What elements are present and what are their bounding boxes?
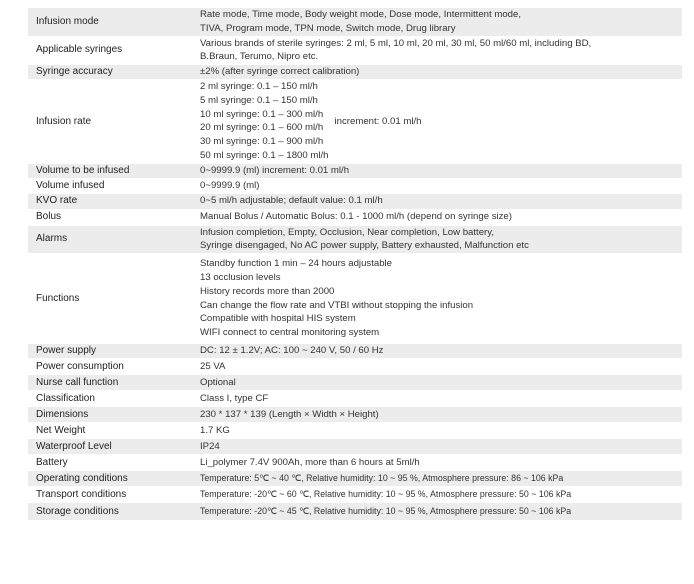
spec-row: [28, 36, 682, 65]
rate-increment: increment: 0.01 ml/h: [334, 115, 422, 127]
spec-label: Applicable syringes: [28, 36, 190, 65]
spec-value: [190, 486, 682, 502]
spec-value: [190, 178, 682, 193]
spec-value: [190, 422, 682, 438]
spec-value: [190, 8, 682, 36]
spec-value: [190, 358, 682, 374]
spec-value: [190, 406, 682, 422]
spec-row: [28, 390, 682, 406]
spec-label: Infusion mode: [28, 8, 190, 36]
spec-label: Infusion rate: [28, 79, 190, 163]
spec-value: [190, 36, 682, 65]
rate-lines: [200, 80, 329, 163]
spec-label: Dimensions: [28, 406, 190, 422]
spec-label: Storage conditions: [28, 502, 190, 520]
spec-label: Functions: [28, 254, 190, 344]
spec-value: [190, 374, 682, 390]
spec-value-line: ±2% (after syringe correct calibration): [200, 66, 360, 78]
spec-label: Transport conditions: [28, 486, 190, 502]
spec-value-line: 50 ml syringe: 0.1 – 1800 ml/h: [200, 150, 329, 162]
spec-value-line: Various brands of sterile syringes: 2 ml, 5 ml, 10 ml, 20 ml, 30 ml, 50 ml/60 ml, including BD,: [200, 37, 592, 49]
spec-row: [28, 193, 682, 209]
spec-value-line: 20 ml syringe: 0.1 – 600 ml/h: [200, 122, 324, 134]
spec-value-line: Syringe disengaged, No AC power supply, Battery exhausted, Malfunction etc: [200, 240, 529, 252]
spec-label: Volume infused: [28, 178, 190, 193]
spec-row: [28, 209, 682, 225]
spec-label: Classification: [28, 390, 190, 406]
spec-value-line: 13 occlusion levels: [200, 272, 281, 284]
spec-value-line: Infusion completion, Empty, Occlusion, Near completion, Low battery,: [200, 226, 494, 238]
spec-row: [28, 178, 682, 193]
spec-value: [190, 65, 682, 80]
spec-label: KVO rate: [28, 193, 190, 209]
spec-label: Net Weight: [28, 422, 190, 438]
spec-value-line: DC: 12 ± 1.2V; AC: 100 ~ 240 V, 50 / 60 Hz: [200, 345, 384, 357]
spec-value-line: 0~9999.9 (ml) increment: 0.01 ml/h: [200, 164, 350, 176]
spec-value-line: Li_polymer 7.4V 900Ah, more than 6 hours at 5ml/h: [200, 456, 420, 468]
spec-row: [28, 79, 682, 163]
spec-value-line: Compatible with hospital HIS system: [200, 313, 356, 325]
spec-sheet: [28, 8, 682, 521]
spec-label: Waterproof Level: [28, 438, 190, 454]
spec-value: [190, 163, 682, 178]
spec-table-body: [28, 8, 682, 520]
spec-value-line: 10 ml syringe: 0.1 – 300 ml/h: [200, 108, 324, 120]
spec-row: [28, 454, 682, 470]
spec-value-line: WIFI connect to central monitoring system: [200, 327, 380, 339]
spec-value-line: Temperature: 5℃ ~ 40 ℃, Relative humidity: 10 ~ 95 %, Atmosphere pressure: 86 ~ 106 kPa: [200, 472, 564, 483]
spec-row: [28, 502, 682, 520]
spec-value: [190, 193, 682, 209]
spec-value-line: TIVA, Program mode, TPN mode, Switch mode, Drug library: [200, 22, 456, 34]
spec-value: [190, 344, 682, 359]
spec-label: Operating conditions: [28, 470, 190, 486]
spec-row: [28, 406, 682, 422]
spec-row: [28, 358, 682, 374]
spec-row: [28, 163, 682, 178]
spec-row: [28, 422, 682, 438]
spec-label: Power supply: [28, 344, 190, 359]
spec-value: [190, 470, 682, 486]
spec-row: [28, 8, 682, 36]
spec-label: Battery: [28, 454, 190, 470]
spec-value-line: Optional: [200, 376, 236, 388]
spec-label: Syringe accuracy: [28, 65, 190, 80]
spec-label: Power consumption: [28, 358, 190, 374]
spec-value-line: Manual Bolus / Automatic Bolus: 0.1 - 1000 ml/h (depend on syringe size): [200, 211, 512, 223]
spec-row: [28, 254, 682, 344]
spec-value-line: History records more than 2000: [200, 285, 335, 297]
spec-value-line: 2 ml syringe: 0.1 – 150 ml/h: [200, 81, 318, 93]
spec-value-line: Standby function 1 min – 24 hours adjustable: [200, 258, 393, 270]
spec-row: [28, 65, 682, 80]
spec-row: [28, 486, 682, 502]
spec-value: [190, 79, 682, 163]
spec-label: Nurse call function: [28, 374, 190, 390]
spec-row: [28, 344, 682, 359]
spec-row: [28, 225, 682, 254]
spec-value-line: Rate mode, Time mode, Body weight mode, Dose mode, Intermittent mode,: [200, 9, 522, 20]
spec-value: [190, 225, 682, 254]
spec-value: [190, 502, 682, 520]
spec-value-line: Temperature: -20℃ ~ 60 ℃, Relative humidity: 10 ~ 95 %, Atmosphere pressure: 50 ~ 106 kPa: [200, 488, 572, 499]
spec-row: [28, 438, 682, 454]
spec-label: Volume to be infused: [28, 163, 190, 178]
spec-table: [28, 8, 682, 521]
spec-value-line: 25 VA: [200, 360, 226, 372]
spec-value-line: Temperature: -20℃ ~ 45 ℃, Relative humidity: 10 ~ 95 %, Atmosphere pressure: 50 ~ 106 kPa: [200, 505, 572, 516]
spec-value: [190, 209, 682, 225]
spec-value-line: B.Braun, Terumo, Nipro etc.: [200, 51, 319, 63]
spec-value-line: 0~9999.9 (ml): [200, 179, 260, 191]
spec-value-line: 30 ml syringe: 0.1 – 900 ml/h: [200, 136, 324, 148]
spec-value-line: Class I, type CF: [200, 392, 269, 404]
spec-value-line: 5 ml syringe: 0.1 – 150 ml/h: [200, 94, 318, 106]
spec-value-line: IP24: [200, 440, 220, 452]
rate-group: [200, 80, 682, 163]
spec-value: [190, 438, 682, 454]
spec-value-line: 0~5 ml/h adjustable; default value: 0.1 ml/h: [200, 195, 383, 207]
spec-value: [190, 254, 682, 344]
spec-value: [190, 454, 682, 470]
spec-row: [28, 374, 682, 390]
spec-value-line: Can change the flow rate and VTBI without stopping the infusion: [200, 299, 474, 311]
spec-row: [28, 470, 682, 486]
spec-label: Bolus: [28, 209, 190, 225]
spec-label: Alarms: [28, 225, 190, 254]
spec-value-line: 1.7 KG: [200, 424, 230, 436]
spec-value: [190, 390, 682, 406]
spec-value-line: 230 * 137 * 139 (Length × Width × Height): [200, 408, 379, 420]
